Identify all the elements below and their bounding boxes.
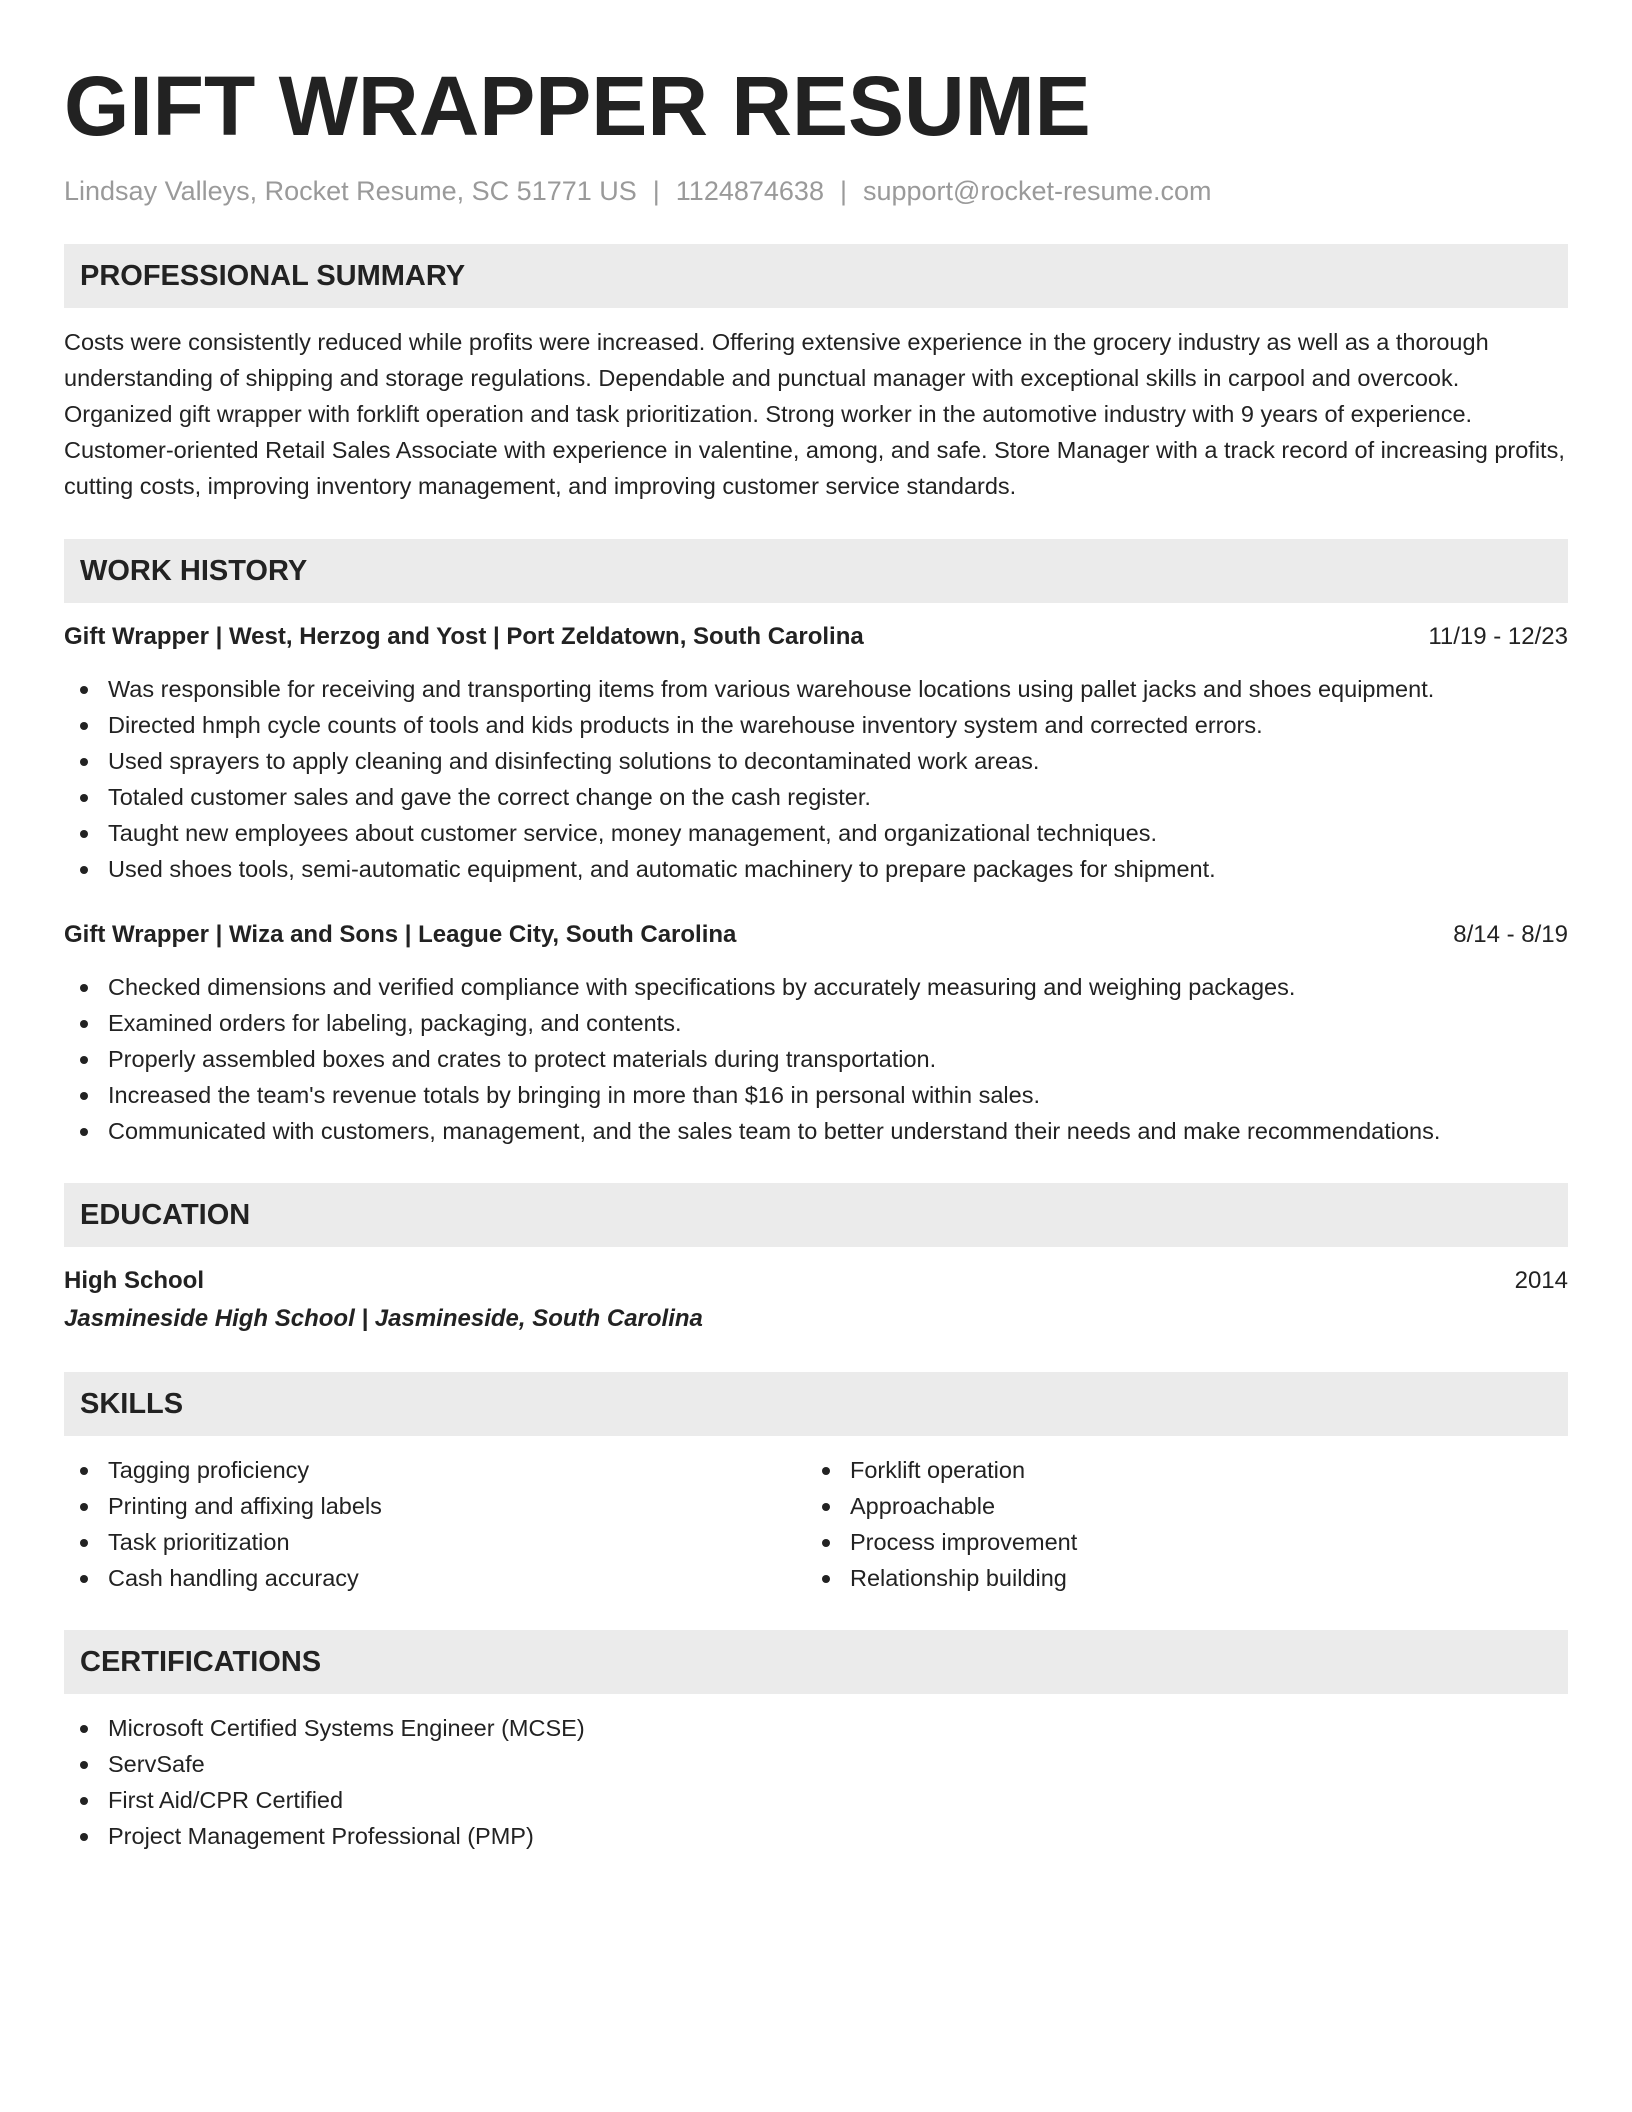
education-year: 2014 [1514,1267,1568,1294]
job-bullet: Was responsible for receiving and transporting items from various warehouse locations using pallet jacks and shoes equipment. [64,671,1568,707]
skill-item: Forklift operation [806,1452,1548,1488]
job-bullet: Directed hmph cycle counts of tools and kids products in the warehouse inventory system and corrected errors. [64,707,1568,743]
skill-item: Tagging proficiency [64,1452,806,1488]
certifications-section-header [64,1630,1568,1694]
job-dates: 8/14 - 8/19 [1453,921,1568,948]
contact-separator: | [839,176,847,206]
certification-item: Project Management Professional (PMP) [64,1818,1568,1854]
job-header [64,619,1568,655]
skill-item: Cash handling accuracy [64,1560,806,1596]
summary-text: Costs were consistently reduced while profits were increased. Offering extensive experience in the grocery industry as well as a thorough understanding of shipping and storage regulations. Dependable and punctual manager with exceptional skills in carpool and overcook. Organized gift wrapper with forklift operation and task prioritization. Strong worker in the automotive industry with 9 years of experience. Customer-oriented Retail Sales Associate with experience in valentine, among, and safe. Store Manager with a track record of increasing profits, cutting costs, improving inventory management, and improving customer service standards. [64,329,1565,499]
job-bullet: Properly assembled boxes and crates to protect materials during transportation. [64,1041,1568,1077]
education-school: Jasmineside High School | Jasmineside, South Carolina [64,1305,703,1332]
contact-separator: | [652,176,660,206]
skills-column-left [64,1452,806,1596]
skills-section-header [64,1372,1568,1436]
skill-item: Relationship building [806,1560,1548,1596]
education-header [64,1263,1568,1299]
skill-item: Printing and affixing labels [64,1488,806,1524]
job-bullet: Increased the team's revenue totals by bringing in more than $16 in personal within sales. [64,1077,1568,1113]
skills-grid [64,1452,1568,1596]
job-bullet: Taught new employees about customer service, money management, and organizational techniques. [64,815,1568,851]
skills-heading: SKILLS [80,1387,184,1420]
skills-column-right [806,1452,1548,1596]
contact-email: support@rocket-resume.com [862,176,1212,206]
certification-item: First Aid/CPR Certified [64,1782,1568,1818]
contact-address: Lindsay Valleys, Rocket Resume, SC 51771 US [64,176,637,206]
job-bullets [64,969,1568,1149]
education-section-header [64,1183,1568,1247]
summary-heading: PROFESSIONAL SUMMARY [80,259,466,292]
job-bullet: Used sprayers to apply cleaning and disinfecting solutions to decontaminated work areas. [64,743,1568,779]
summary-section-header [64,244,1568,308]
job-bullet: Communicated with customers, management, and the sales team to better understand their needs and make recommendations. [64,1113,1568,1149]
education-entry [64,1263,1568,1337]
job-entry [64,917,1568,1149]
certification-item: ServSafe [64,1746,1568,1782]
work-history-heading: WORK HISTORY [80,554,308,587]
job-dates: 11/19 - 12/23 [1428,623,1568,650]
resume-title: GIFT WRAPPER RESUME [64,59,1091,153]
work-history-section-header [64,539,1568,603]
certifications-heading: CERTIFICATIONS [80,1645,322,1678]
certification-item: Microsoft Certified Systems Engineer (MCSE) [64,1710,1568,1746]
job-bullets [64,671,1568,887]
contact-phone: 1124874638 [675,176,824,206]
job-entry [64,619,1568,887]
education-degree: High School [64,1267,204,1294]
certifications-list [64,1710,1568,1854]
resume-page [64,56,1568,1854]
job-bullet: Totaled customer sales and gave the correct change on the cash register. [64,779,1568,815]
job-bullet: Checked dimensions and verified compliance with specifications by accurately measuring and weighing packages. [64,969,1568,1005]
job-title: Gift Wrapper | Wiza and Sons | League City, South Carolina [64,921,737,948]
contact-line [64,174,1568,208]
job-bullet: Used shoes tools, semi-automatic equipment, and automatic machinery to prepare packages for shipment. [64,851,1568,887]
skill-item: Task prioritization [64,1524,806,1560]
job-bullet: Examined orders for labeling, packaging, and contents. [64,1005,1568,1041]
job-title: Gift Wrapper | West, Herzog and Yost | Port Zeldatown, South Carolina [64,623,864,650]
skill-item: Process improvement [806,1524,1548,1560]
education-heading: EDUCATION [80,1198,251,1231]
skill-item: Approachable [806,1488,1548,1524]
job-header [64,917,1568,953]
